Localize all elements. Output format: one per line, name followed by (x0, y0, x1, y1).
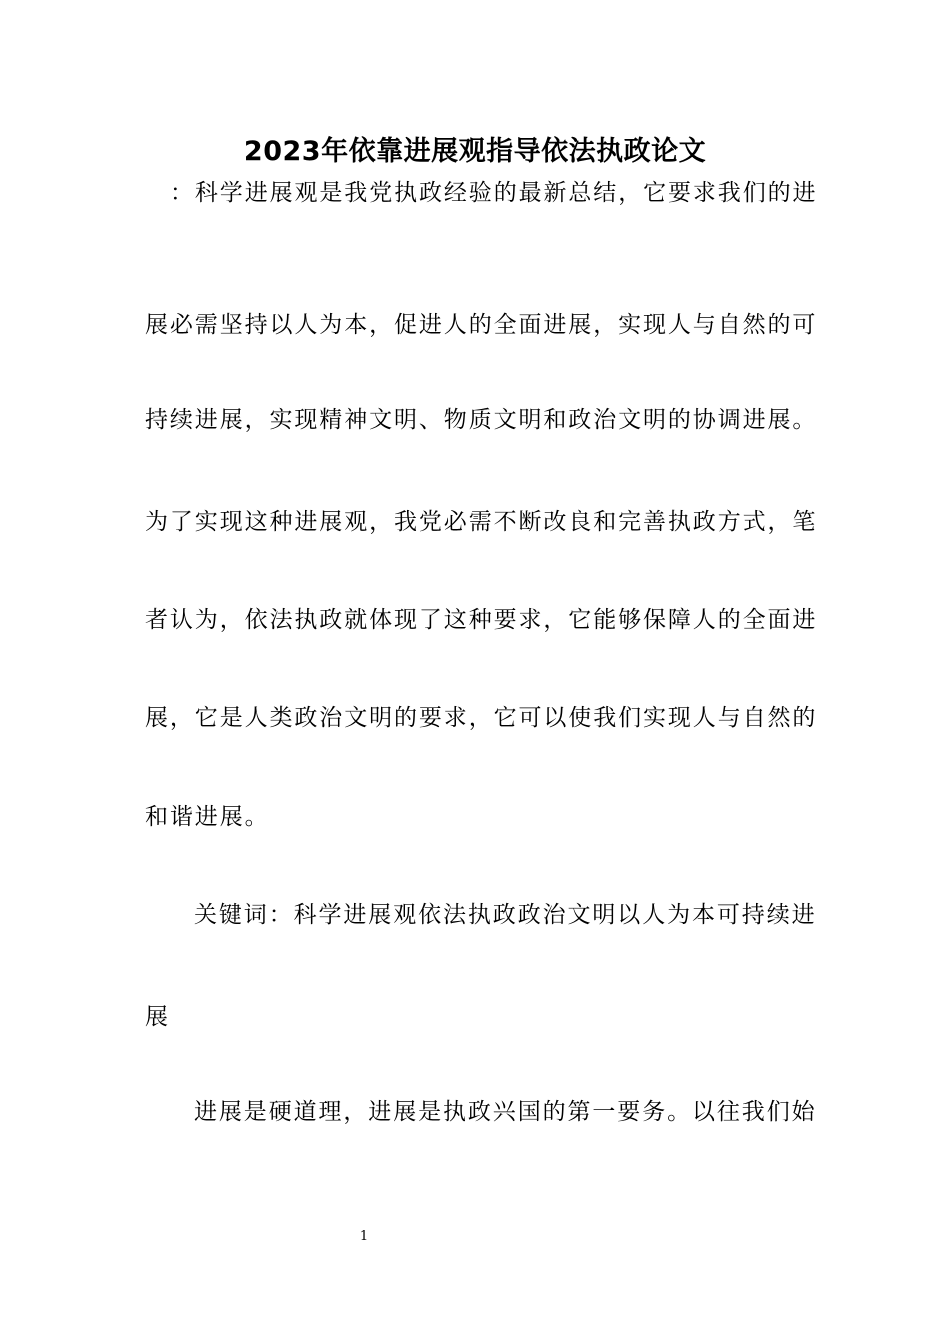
keywords-line-1: 关键词：科学进展观依法执政政治文明以人为本可持续进 (194, 902, 817, 928)
abstract-line-1: ：科学进展观是我党执政经验的最新总结，它要求我们的进 (170, 180, 818, 206)
document-title: 2023年依靠进展观指导依法执政论文 (243, 136, 707, 167)
abstract-line-5: 者认为，依法执政就体现了这种要求，它能够保障人的全面进 (145, 607, 818, 633)
keywords-line-2: 展 (145, 1004, 170, 1030)
abstract-line-3: 持续进展，实现精神文明、物质文明和政治文明的协调进展。 (145, 407, 818, 433)
abstract-line-6: 展，它是人类政治文明的要求，它可以使我们实现人与自然的 (145, 705, 818, 731)
page-number: 1 (359, 1229, 369, 1244)
abstract-line-7: 和谐进展。 (145, 804, 270, 830)
body-line-1: 进展是硬道理，进展是执政兴国的第一要务。以往我们始 (194, 1099, 817, 1125)
abstract-line-4: 为了实现这种进展观，我党必需不断改良和完善执政方式，笔 (145, 509, 818, 535)
abstract-line-2: 展必需坚持以人为本，促进人的全面进展，实现人与自然的可 (145, 312, 818, 338)
